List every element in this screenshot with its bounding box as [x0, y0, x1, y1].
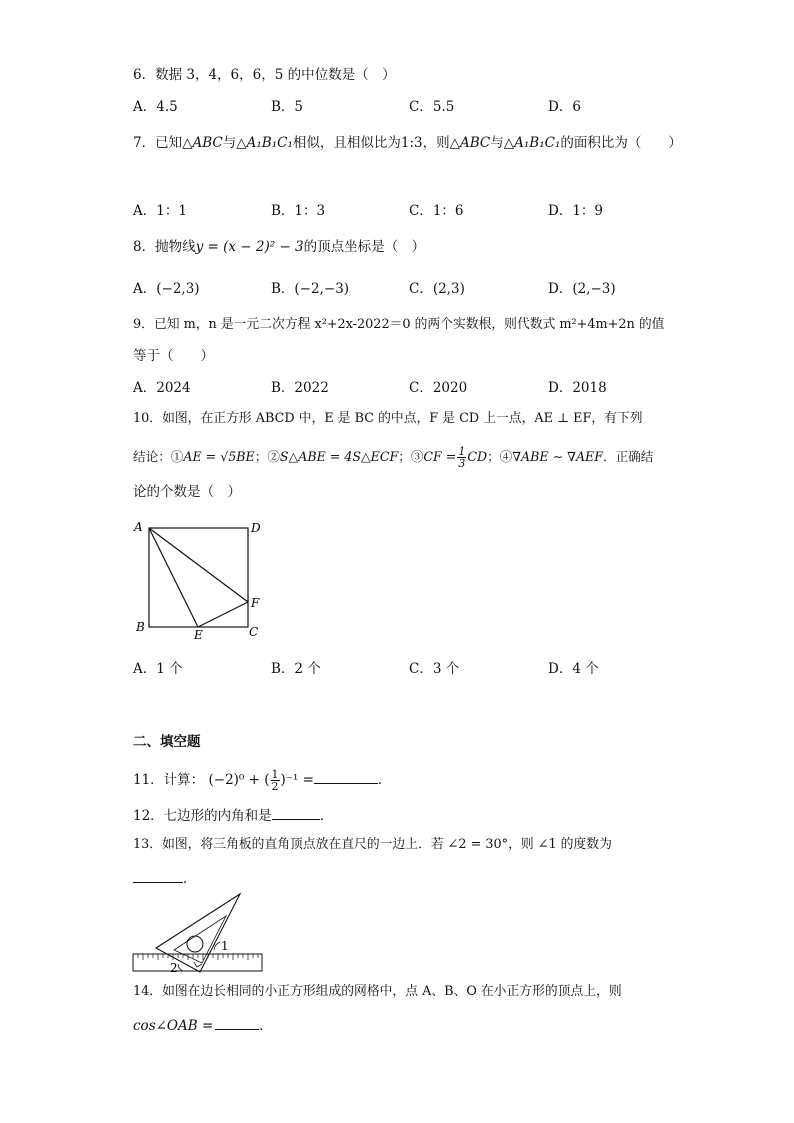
- q10-stem-line3: 论的个数是（ ）: [133, 484, 241, 500]
- angle-2-arc: [178, 964, 183, 971]
- q10-option-a: A．1 个: [133, 661, 183, 677]
- q10-option-d: D．4 个: [548, 661, 599, 677]
- q10-conclusion-4: ∇ABE ∼ ∇AEF: [512, 449, 603, 464]
- q10-option-b: B．2 个: [271, 661, 321, 677]
- q14-stem-line1: 14．如图在边长相同的小正方形组成的网格中，点 A、B、O 在小正方形的顶点上，则: [133, 984, 622, 999]
- segment-ae: [149, 528, 198, 627]
- q10-stem-line1: 10．如图，在正方形 ABCD 中，E 是 BC 的中点，F 是 CD 上一点，AE ⊥ EF，有下列: [133, 411, 643, 426]
- q11-stem: 11．计算： (−2)⁰ + ( $\frac{1}{2}$ )⁻¹ = ．: [133, 768, 392, 793]
- q13-ruler-triangle-figure: [130, 890, 266, 976]
- q10-option-c: C．3 个: [409, 661, 460, 677]
- q8-stem: 8．抛物线y = (x − 2)² − 3的顶点坐标是（ ）: [133, 239, 426, 255]
- q11-fraction: $\frac{1}{2}$: [271, 768, 279, 793]
- q6-option-c: C．5.5: [409, 99, 455, 115]
- q11-answer-blank[interactable]: [314, 769, 378, 784]
- q9-option-b: B．2022: [271, 380, 329, 396]
- q10-conclusion-1: AE = √5BE: [183, 449, 255, 464]
- q8-formula: y = (x − 2)² − 3: [195, 239, 304, 255]
- q12-stem: 12．七边形的内角和是 ．: [133, 805, 333, 825]
- q10-stem-line2: 结论：①AE = √5BE；②S△ABE = 4S△ECF；③CF = $\frac{1}{3}$ CD；④∇ABE ∼ ∇AEF．正确结: [133, 445, 654, 470]
- q6-option-a: A．4.5: [133, 99, 178, 115]
- angle-1-label: 1: [221, 939, 229, 953]
- q8-option-b: B．(−2,−3): [271, 281, 350, 297]
- q8-option-d: D．(2,−3): [548, 281, 616, 297]
- q14-stem-line2: cos∠OAB = ．: [133, 1015, 273, 1035]
- q6-option-d: D．6: [548, 99, 581, 115]
- q9-option-c: C．2020: [409, 380, 468, 396]
- label-f: F: [251, 596, 260, 610]
- q6-stem: 6．数据 3，4，6，6，5 的中位数是（ ）: [133, 67, 396, 83]
- q9-option-a: A．2024: [133, 380, 191, 396]
- q14-answer-blank[interactable]: [215, 1015, 259, 1030]
- q10-conclusion-2: S△ABE = 4S△ECF: [279, 449, 399, 464]
- ruler-ticks: [138, 954, 258, 960]
- ruler: [133, 954, 262, 971]
- q7-triangle-abc: △ABC: [182, 135, 223, 151]
- label-d: D: [251, 521, 261, 535]
- segment-af: [149, 528, 248, 602]
- q9-option-d: D．2018: [548, 380, 607, 396]
- angle-2-label: 2: [170, 961, 178, 975]
- q10-conclusion-3: CF = $\frac{1}{3}$ CD: [423, 445, 488, 470]
- set-square-hole: [187, 936, 203, 952]
- label-a: A: [134, 520, 143, 534]
- q7-stem: 7．已知△ABC与△A₁B₁C₁相似，且相似比为1:3，则△ABC与△A₁B₁C₁的面积比为（ ）: [133, 135, 682, 151]
- q12-answer-blank[interactable]: [272, 805, 320, 820]
- q13-stem-line1: 13．如图，将三角板的直角顶点放在直尺的一边上．若 ∠2 = 30°，则 ∠1 的度数为: [133, 837, 612, 852]
- q13-answer-blank[interactable]: [133, 868, 183, 883]
- q8-option-c: C．(2,3): [409, 281, 465, 297]
- q7-option-c: C．1：6: [409, 203, 464, 219]
- q10-fraction: $\frac{1}{3}$: [458, 445, 466, 470]
- q7-option-d: D．1：9: [548, 203, 604, 219]
- set-square-outer: [156, 894, 240, 972]
- label-c: C: [249, 625, 259, 639]
- q7-option-b: B．1：3: [271, 203, 326, 219]
- segment-ef: [198, 602, 248, 627]
- label-e: E: [194, 628, 203, 642]
- q7-option-a: A．1：1: [133, 203, 187, 219]
- q6-option-b: B．5: [271, 99, 304, 115]
- label-b: B: [136, 620, 145, 634]
- q7-triangle-a1b1c1: △A₁B₁C₁: [236, 135, 293, 151]
- q9-stem-line2: 等于（ ）: [133, 348, 214, 364]
- q13-stem-line2: ．: [133, 868, 197, 888]
- q7-ratio: 1:3: [400, 135, 423, 151]
- q10-square-figure: [130, 515, 270, 645]
- q9-stem-line1: 9．已知 m，n 是一元二次方程 x²+2x-2022＝0 的两个实数根，则代数式 m²+4m+2n 的值: [133, 317, 665, 332]
- square-abcd: [149, 528, 248, 627]
- section-title-fill-in: 二、填空题: [133, 734, 201, 750]
- q8-option-a: A．(−2,3): [133, 281, 200, 297]
